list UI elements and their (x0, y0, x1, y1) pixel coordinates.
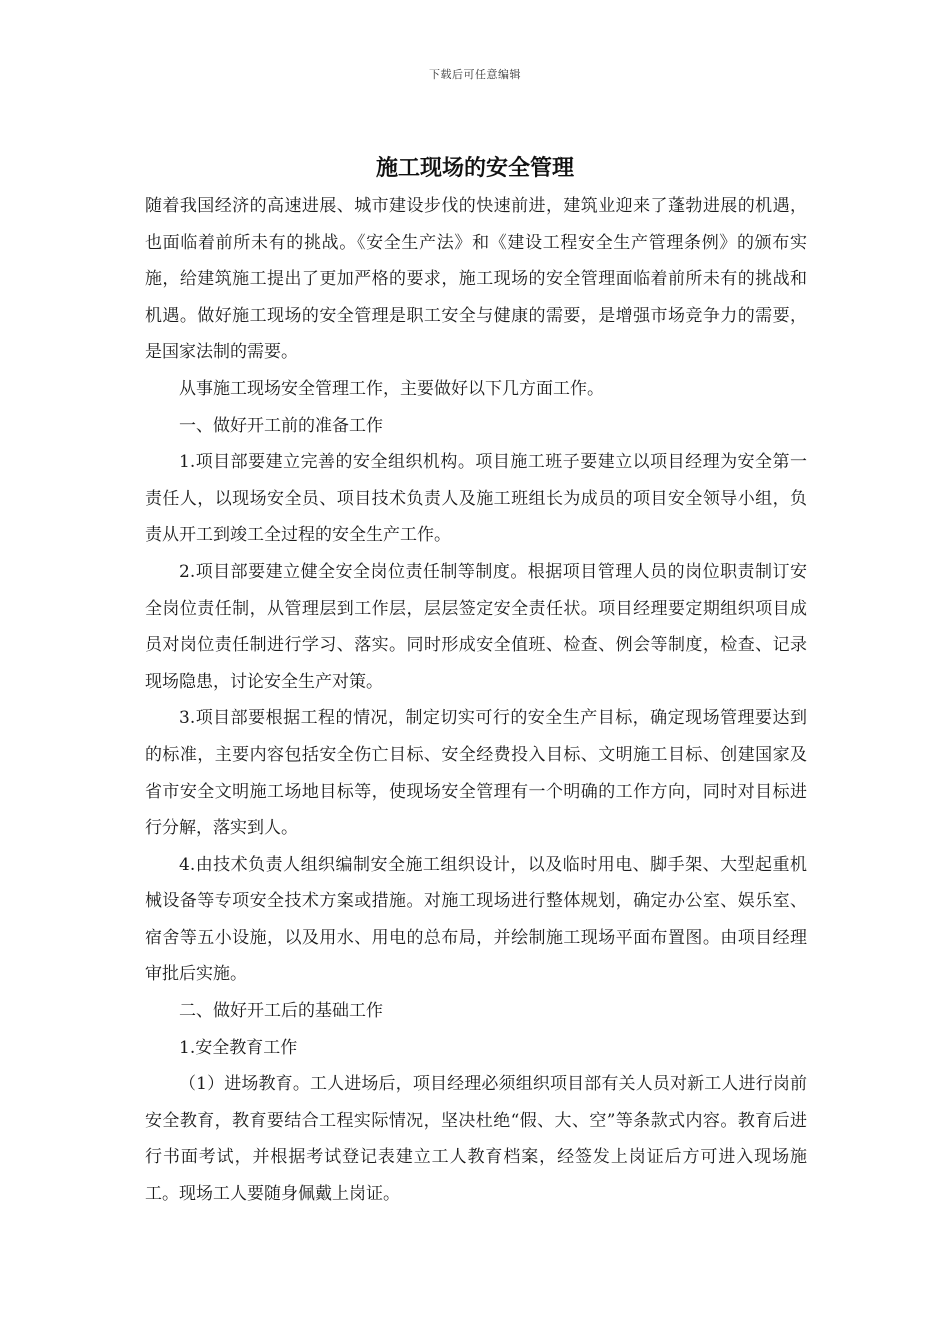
paragraph-intro: 随着我国经济的高速进展、城市建设步伐的快速前进，建筑业迎来了蓬勃进展的机遇，也面临着前所未有的挑战。《安全生产法》和《建设工程安全生产管理条例》的颁布实施，给建筑施工提出了更加严格的要求，施工现场的安全管理面临着前所未有的挑战和机遇。做好施工现场的安全管理是职工安全与健康的需要，是增强市场竞争力的需要，是国家法制的需要。 (145, 196, 807, 363)
document-body (145, 188, 807, 1213)
document-title: 施工现场的安全管理 (375, 155, 574, 181)
paragraph-scope: 从事施工现场安全管理工作，主要做好以下几方面工作。 (179, 378, 604, 399)
section-heading-1: 一、做好开工前的准备工作 (179, 415, 383, 436)
paragraph-item-2: 2.项目部要建立健全安全岗位责任制等制度。根据项目管理人员的岗位职责制订安全岗位责任制，从管理层到工作层，层层签定安全责任状。项目经理要定期组织项目成员对岗位责任制进行学习、落实。同时形成安全值班、检查、例会等制度，检查、记录现场隐患，讨论安全生产对策。 (145, 561, 807, 692)
paragraph-item-4: 4.由技术负责人组织编制安全施工组织设计，以及临时用电、脚手架、大型起重机械设备等专项安全技术方案或措施。对施工现场进行整体规划，确定办公室、娱乐室、宿舍等五小设施，以及用水、用电的总布局，并绘制施工现场平面布置图。由项目经理审批后实施。 (145, 854, 807, 985)
header-note: 下载后可任意编辑 (429, 68, 521, 81)
section-heading-2: 二、做好开工后的基础工作 (179, 1001, 383, 1022)
paragraph-item-1: 1.项目部要建立完善的安全组织机构。项目施工班子要建立以项目经理为安全第一责任人，以现场安全员、项目技术负责人及施工班组长为成员的项目安全领导小组，负责从开工到竣工全过程的安全生产工作。 (145, 452, 807, 546)
paragraph-item-3: 3.项目部要根据工程的情况，制定切实可行的安全生产目标，确定现场管理要达到的标准，主要内容包括安全伤亡目标、安全经费投入目标、文明施工目标、创建国家及省市安全文明施工场地目标等，使现场安全管理有一个明确的工作方向，同时对目标进行分解，落实到人。 (145, 708, 807, 839)
paragraph-entry-education: （1）进场教育。工人进场后，项目经理必须组织项目部有关人员对新工人进行岗前安全教育，教育要结合工程实际情况，坚决杜绝“假、大、空”等条款式内容。教育后进行书面考试，并根据考试登记表建立工人教育档案，经签发上岗证后方可进入现场施工。现场工人要随身佩戴上岗证。 (145, 1074, 807, 1205)
subsection-heading-1: 1.安全教育工作 (179, 1037, 298, 1058)
